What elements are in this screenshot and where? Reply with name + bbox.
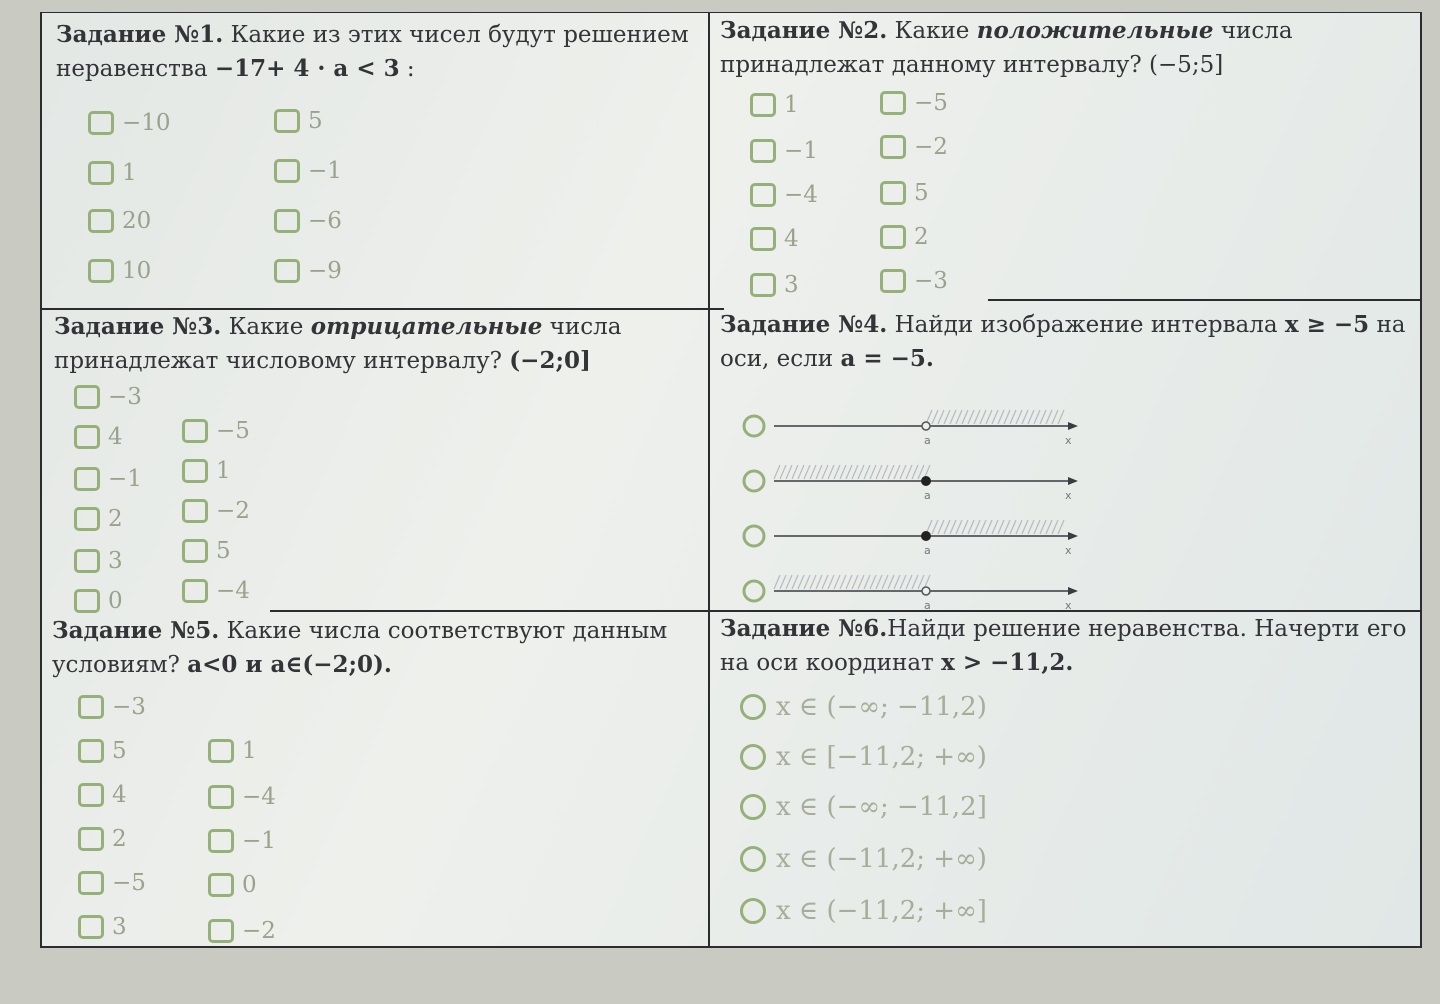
hatch-mark: [876, 465, 882, 479]
task4-cell: [720, 308, 1410, 376]
hatch-mark: [1028, 410, 1034, 424]
checkbox[interactable]: [182, 579, 208, 603]
checkbox[interactable]: [274, 209, 300, 233]
task3-option-5[interactable]: 1: [182, 458, 231, 484]
hatch-mark: [900, 575, 906, 589]
task4-option-radio-4[interactable]: [744, 581, 764, 601]
hatch-mark: [804, 465, 810, 479]
hatch-mark: [900, 465, 906, 479]
hatch-mark: [786, 575, 792, 589]
hatch-mark: [918, 575, 924, 589]
axis-point-label: a: [924, 489, 931, 502]
hatch-mark: [938, 410, 944, 424]
task1-option-1[interactable]: −10: [88, 110, 171, 136]
hatch-mark: [1022, 520, 1028, 534]
axis-arrow: [1068, 422, 1078, 430]
hatch-mark: [1040, 410, 1046, 424]
hatch-mark: [786, 465, 792, 479]
task2-option-9[interactable]: 3: [750, 272, 799, 298]
task6-option-1[interactable]: x ∈ (−∞; −11,2): [740, 692, 987, 722]
checkbox[interactable]: [88, 161, 114, 185]
hatch-mark: [932, 410, 938, 424]
task1-option-8[interactable]: −9: [274, 258, 342, 284]
checkbox[interactable]: [78, 915, 104, 939]
hatch-mark: [798, 575, 804, 589]
hatch-mark: [792, 465, 798, 479]
hatch-mark: [938, 520, 944, 534]
task4-number-lines: [740, 392, 1100, 612]
hatch-mark: [816, 465, 822, 479]
hatch-mark: [974, 410, 980, 424]
axis-variable-label: x: [1065, 544, 1072, 557]
hatch-mark: [906, 575, 912, 589]
task5-option-11[interactable]: −2: [208, 918, 276, 944]
hatch-mark: [804, 575, 810, 589]
task4-option-radio-1[interactable]: [744, 416, 764, 436]
task4-title: Задание №4. Найди изображение интервала x ≥ −5 на оси, если a = −5.: [720, 311, 1406, 372]
axis-arrow: [1068, 587, 1078, 595]
hatch-mark: [918, 465, 924, 479]
hatch-mark: [974, 520, 980, 534]
task5-option-8[interactable]: −5: [78, 870, 146, 896]
hatch-mark: [774, 575, 780, 589]
checkbox[interactable]: [74, 467, 100, 491]
checkbox[interactable]: [78, 739, 104, 763]
task5-option-10[interactable]: 3: [78, 914, 127, 940]
checkbox[interactable]: [208, 873, 234, 897]
checkbox[interactable]: [74, 385, 100, 409]
hatch-mark: [968, 520, 974, 534]
hatch-mark: [980, 410, 986, 424]
task4-option-radio-2[interactable]: [744, 471, 764, 491]
hatch-mark: [1058, 410, 1064, 424]
hatch-mark: [834, 465, 840, 479]
hatch-mark: [888, 575, 894, 589]
task1-option-2[interactable]: 5: [274, 108, 323, 134]
hatch-mark: [864, 575, 870, 589]
hatch-mark: [894, 465, 900, 479]
hatch-mark: [1004, 520, 1010, 534]
hatch-mark: [1046, 520, 1052, 534]
hatch-mark: [888, 465, 894, 479]
task1-option-6[interactable]: −6: [274, 208, 342, 234]
checkbox[interactable]: [182, 539, 208, 563]
hatch-mark: [780, 575, 786, 589]
axis-arrow: [1068, 532, 1078, 540]
column-divider: [708, 12, 710, 946]
row-divider-1-right: [988, 299, 1422, 301]
task2-title: Задание №2. Какие положительные числа принадлежат данному интервалу? (−5;5]: [720, 17, 1293, 78]
hatch-mark: [912, 575, 918, 589]
hatch-mark: [1010, 520, 1016, 534]
hatch-mark: [894, 575, 900, 589]
checkbox[interactable]: [880, 135, 906, 159]
checkbox[interactable]: [880, 91, 906, 115]
checkbox[interactable]: [750, 139, 776, 163]
checkbox[interactable]: [182, 419, 208, 443]
task3-option-4[interactable]: −1: [74, 466, 142, 492]
radio-button[interactable]: [740, 846, 766, 872]
hatch-mark: [840, 575, 846, 589]
hatch-mark: [1022, 410, 1028, 424]
checkbox[interactable]: [74, 589, 100, 613]
checkbox[interactable]: [78, 827, 104, 851]
axis-arrow: [1068, 477, 1078, 485]
checkbox[interactable]: [880, 181, 906, 205]
checkbox[interactable]: [182, 459, 208, 483]
task1-option-3[interactable]: 1: [88, 160, 137, 186]
hatch-mark: [798, 465, 804, 479]
task3-title: Задание №3. Какие отрицательные числа принадлежат числовому интервалу? (−2;0]: [54, 313, 622, 374]
task2-option-3[interactable]: −1: [750, 138, 818, 164]
hatch-mark: [932, 520, 938, 534]
hatch-mark: [1052, 410, 1058, 424]
checkbox[interactable]: [274, 109, 300, 133]
checkbox[interactable]: [88, 259, 114, 283]
checkbox[interactable]: [78, 783, 104, 807]
checkbox[interactable]: [74, 507, 100, 531]
hatch-mark: [852, 465, 858, 479]
hatch-mark: [816, 575, 822, 589]
task2-option-4[interactable]: −2: [880, 134, 948, 160]
checkbox[interactable]: [182, 499, 208, 523]
task3-option-7[interactable]: −2: [182, 498, 250, 524]
worksheet: [40, 12, 1422, 948]
task5-option-9[interactable]: 0: [208, 872, 257, 898]
hatch-mark: [986, 520, 992, 534]
hatch-mark: [852, 575, 858, 589]
axis-variable-label: x: [1065, 434, 1072, 447]
task1-option-7[interactable]: 10: [88, 258, 151, 284]
hatch-mark: [792, 575, 798, 589]
task3-option-3[interactable]: −5: [182, 418, 250, 444]
task3-option-8[interactable]: 3: [74, 548, 123, 574]
checkbox[interactable]: [208, 919, 234, 943]
axis-point-label: a: [924, 599, 931, 612]
checkbox[interactable]: [274, 259, 300, 283]
task5-title: Задание №5. Какие числа соответствуют данным условиям? a<0 и a∈(−2;0).: [52, 617, 668, 678]
task6-option-3[interactable]: x ∈ (−∞; −11,2]: [740, 792, 987, 822]
hatch-mark: [882, 465, 888, 479]
task3-option-10[interactable]: 0: [74, 588, 123, 614]
hatch-mark: [870, 575, 876, 589]
hatch-mark: [956, 410, 962, 424]
hatch-mark: [944, 410, 950, 424]
task5-cell: [52, 614, 702, 682]
task5-option-7[interactable]: −1: [208, 828, 276, 854]
task1-title: Задание №1. Какие из этих чисел будут решением неравенства −17+ 4 · a < 3 :: [56, 21, 689, 82]
task6-title: Задание №6.Найди решение неравенства. Начерти его на оси координат x > −11,2.: [720, 615, 1407, 676]
closed-point: [921, 531, 931, 541]
hatch-mark: [828, 575, 834, 589]
axis-variable-label: x: [1065, 489, 1072, 502]
hatch-mark: [968, 410, 974, 424]
hatch-mark: [980, 520, 986, 534]
axis-variable-label: x: [1065, 599, 1072, 612]
task6-option-4[interactable]: x ∈ (−11,2; +∞): [740, 844, 987, 874]
hatch-mark: [1058, 520, 1064, 534]
open-point: [922, 587, 930, 595]
task3-option-2[interactable]: 4: [74, 424, 123, 450]
hatch-mark: [944, 520, 950, 534]
hatch-mark: [1046, 410, 1052, 424]
task2-option-10[interactable]: −3: [880, 268, 948, 294]
hatch-mark: [846, 575, 852, 589]
task5-option-1[interactable]: −3: [78, 694, 146, 720]
checkbox[interactable]: [78, 695, 104, 719]
hatch-mark: [1016, 410, 1022, 424]
task2-option-5[interactable]: −4: [750, 182, 818, 208]
task6-option-5[interactable]: x ∈ (−11,2; +∞]: [740, 896, 987, 926]
checkbox[interactable]: [274, 159, 300, 183]
checkbox[interactable]: [880, 225, 906, 249]
hatch-mark: [998, 410, 1004, 424]
hatch-mark: [876, 575, 882, 589]
checkbox[interactable]: [208, 829, 234, 853]
hatch-mark: [774, 465, 780, 479]
checkbox[interactable]: [750, 273, 776, 297]
task2-option-7[interactable]: 4: [750, 226, 799, 252]
checkbox[interactable]: [750, 93, 776, 117]
task5-option-2[interactable]: 5: [78, 738, 127, 764]
task2-option-6[interactable]: 5: [880, 180, 929, 206]
hatch-mark: [992, 520, 998, 534]
checkbox[interactable]: [74, 425, 100, 449]
task2-option-2[interactable]: −5: [880, 90, 948, 116]
radio-button[interactable]: [740, 898, 766, 924]
task6-cell: [720, 612, 1410, 680]
hatch-mark: [870, 465, 876, 479]
hatch-mark: [828, 465, 834, 479]
hatch-mark: [846, 465, 852, 479]
hatch-mark: [906, 465, 912, 479]
radio-button[interactable]: [740, 694, 766, 720]
checkbox[interactable]: [78, 871, 104, 895]
radio-button[interactable]: [740, 744, 766, 770]
hatch-mark: [986, 410, 992, 424]
hatch-mark: [1016, 520, 1022, 534]
closed-point: [921, 476, 931, 486]
hatch-mark: [1010, 410, 1016, 424]
task2-cell: [720, 14, 1320, 82]
hatch-mark: [1028, 520, 1034, 534]
checkbox[interactable]: [74, 549, 100, 573]
task2-option-8[interactable]: 2: [880, 224, 929, 250]
checkbox[interactable]: [88, 209, 114, 233]
hatch-mark: [858, 465, 864, 479]
hatch-mark: [998, 520, 1004, 534]
hatch-mark: [1004, 410, 1010, 424]
hatch-mark: [1034, 410, 1040, 424]
axis-point-label: a: [924, 434, 931, 447]
task1-cell: [56, 18, 696, 86]
open-point: [922, 422, 930, 430]
hatch-mark: [858, 575, 864, 589]
checkbox[interactable]: [750, 183, 776, 207]
hatch-mark: [810, 575, 816, 589]
hatch-mark: [864, 465, 870, 479]
task2-option-1[interactable]: 1: [750, 92, 799, 118]
task3-option-11[interactable]: −4: [182, 578, 250, 604]
hatch-mark: [950, 410, 956, 424]
hatch-mark: [822, 465, 828, 479]
task6-option-2[interactable]: x ∈ [−11,2; +∞): [740, 742, 987, 772]
hatch-mark: [912, 465, 918, 479]
checkbox[interactable]: [880, 269, 906, 293]
task4-option-radio-3[interactable]: [744, 526, 764, 546]
task5-option-6[interactable]: 2: [78, 826, 127, 852]
task5-option-4[interactable]: 4: [78, 782, 127, 808]
task3-cell: [54, 310, 694, 378]
hatch-mark: [1034, 520, 1040, 534]
hatch-mark: [1052, 520, 1058, 534]
radio-button[interactable]: [740, 794, 766, 820]
hatch-mark: [950, 520, 956, 534]
hatch-mark: [780, 465, 786, 479]
hatch-mark: [840, 465, 846, 479]
task3-option-1[interactable]: −3: [74, 384, 142, 410]
task1-option-4[interactable]: −1: [274, 158, 342, 184]
hatch-mark: [810, 465, 816, 479]
hatch-mark: [882, 575, 888, 589]
checkbox[interactable]: [750, 227, 776, 251]
checkbox[interactable]: [208, 785, 234, 809]
hatch-mark: [834, 575, 840, 589]
hatch-mark: [1040, 520, 1046, 534]
hatch-mark: [992, 410, 998, 424]
task1-option-5[interactable]: 20: [88, 208, 151, 234]
axis-point-label: a: [924, 544, 931, 557]
task5-option-5[interactable]: −4: [208, 784, 276, 810]
hatch-mark: [962, 410, 968, 424]
hatch-mark: [962, 520, 968, 534]
checkbox[interactable]: [208, 739, 234, 763]
hatch-mark: [822, 575, 828, 589]
hatch-mark: [956, 520, 962, 534]
checkbox[interactable]: [88, 111, 114, 135]
task3-option-9[interactable]: 5: [182, 538, 231, 564]
task5-option-3[interactable]: 1: [208, 738, 257, 764]
task3-option-6[interactable]: 2: [74, 506, 123, 532]
